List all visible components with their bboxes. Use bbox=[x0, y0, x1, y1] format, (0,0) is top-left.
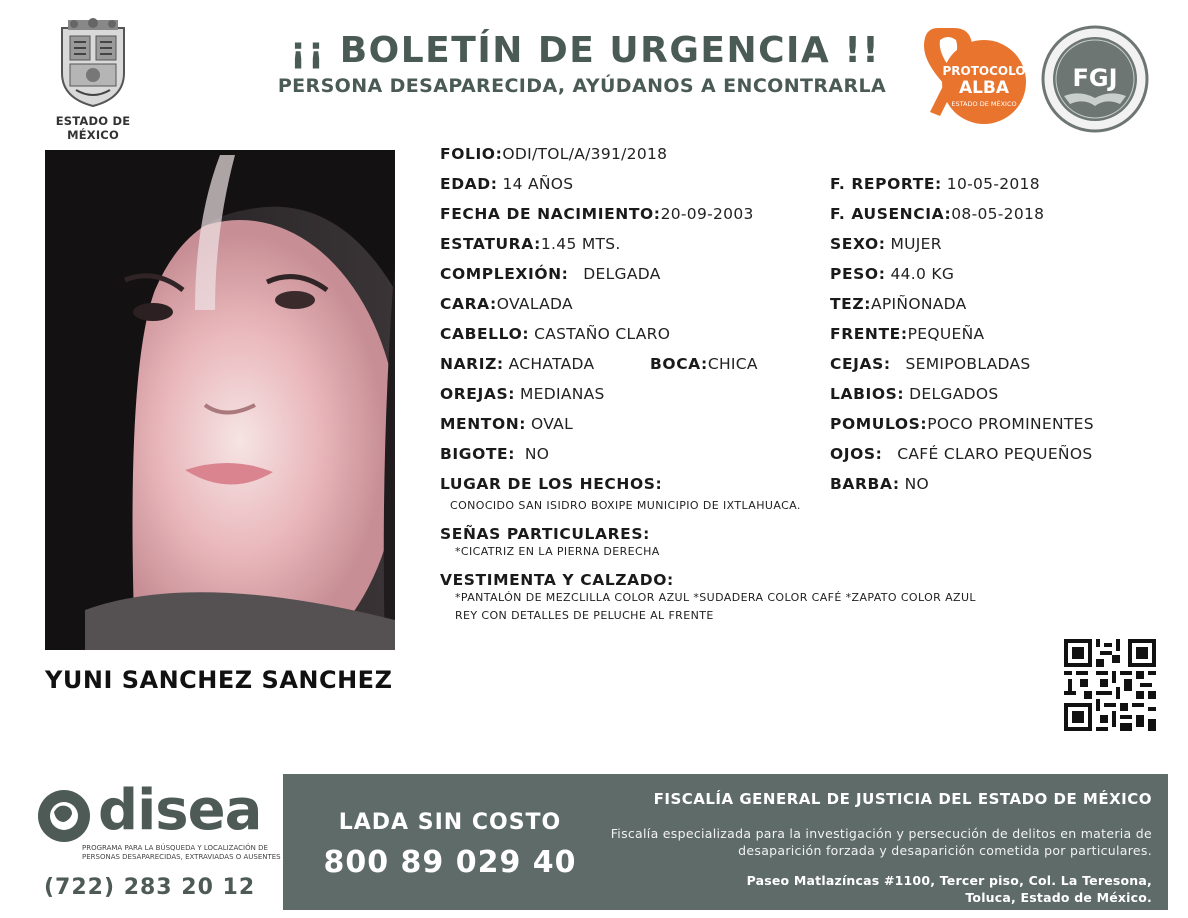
f-reporte-value: 10-05-2018 bbox=[946, 175, 1040, 193]
orejas-row bbox=[440, 385, 605, 403]
complexion-value: DELGADA bbox=[583, 265, 661, 283]
odisea-logo bbox=[36, 778, 281, 866]
senas-row bbox=[440, 525, 650, 543]
pomulos-value: POCO PROMINENTES bbox=[927, 415, 1094, 433]
lada-phone-number[interactable]: 800 89 029 40 bbox=[323, 845, 577, 880]
labios-value: DELGADOS bbox=[909, 385, 999, 403]
nacimiento-value: 20-09-2003 bbox=[660, 205, 754, 223]
bulletin-title: ¡¡ BOLETÍN DE URGENCIA !! bbox=[289, 30, 881, 71]
tez-row bbox=[830, 295, 966, 313]
ojos-row bbox=[830, 445, 1092, 463]
cara-row bbox=[440, 295, 573, 313]
estatura-value: 1.45 MTS. bbox=[540, 235, 621, 253]
boca-row bbox=[650, 355, 758, 373]
barba-value: NO bbox=[904, 475, 929, 493]
fgj-description: Fiscalía especializada para la investigación y persecución de delitos en materia de desaparición forzada y desaparición cometida por particulares. bbox=[610, 826, 1152, 858]
missing-person-name: YUNI SANCHEZ SANCHEZ bbox=[45, 666, 393, 694]
cejas-row bbox=[830, 355, 1031, 373]
vestimenta-line2: REY CON DETALLES DE PELUCHE AL FRENTE bbox=[455, 609, 714, 622]
nariz-label: NARIZ: bbox=[440, 355, 504, 373]
fgj-name: FISCALÍA GENERAL DE JUSTICIA DEL ESTADO DE MÉXICO bbox=[653, 790, 1152, 808]
barba-label: BARBA: bbox=[830, 475, 900, 493]
qr-code-icon bbox=[1064, 639, 1156, 731]
cejas-value: SEMIPOBLADAS bbox=[905, 355, 1031, 373]
alba-line2: ALBA bbox=[958, 78, 1010, 98]
fgj-logo bbox=[1040, 24, 1150, 134]
f-reporte-label: F. REPORTE: bbox=[830, 175, 942, 193]
senas-label: SEÑAS PARTICULARES: bbox=[440, 525, 650, 543]
bigote-label: BIGOTE: bbox=[440, 445, 516, 463]
lugar-value: CONOCIDO SAN ISIDRO BOXIPE MUNICIPIO DE IXTLAHUACA. bbox=[450, 499, 801, 512]
bulletin-subtitle: PERSONA DESAPARECIDA, AYÚDANOS A ENCONTRARLA bbox=[277, 75, 887, 97]
nacimiento-row bbox=[440, 205, 754, 223]
sexo-label: SEXO: bbox=[830, 235, 886, 253]
cabello-label: CABELLO: bbox=[440, 325, 530, 343]
menton-row bbox=[440, 415, 573, 433]
sexo-row bbox=[830, 235, 942, 253]
bigote-row bbox=[440, 445, 549, 463]
fgj-letters: FGJ bbox=[1072, 64, 1118, 92]
odisea-description: PROGRAMA PARA LA BÚSQUEDA Y LOCALIZACIÓN DE PERSONAS DESAPARECIDAS, EXTRAVIADAS O AUSENTES bbox=[82, 844, 281, 861]
peso-row bbox=[830, 265, 954, 283]
estatura-label: ESTATURA: bbox=[440, 235, 541, 253]
edad-label: EDAD: bbox=[440, 175, 498, 193]
labios-label: LABIOS: bbox=[830, 385, 905, 403]
boca-label: BOCA: bbox=[650, 355, 708, 373]
frente-label: FRENTE: bbox=[830, 325, 908, 343]
ojos-label: OJOS: bbox=[830, 445, 883, 463]
state-caption: ESTADO DE MÉXICO bbox=[55, 114, 131, 142]
senas-value: *CICATRIZ EN LA PIERNA DERECHA bbox=[455, 545, 660, 558]
f-ausencia-row bbox=[830, 205, 1044, 223]
lugar-label: LUGAR DE LOS HECHOS: bbox=[440, 475, 663, 493]
alba-line3: ESTADO DE MÉXICO bbox=[951, 100, 1017, 108]
sexo-value: MUJER bbox=[890, 235, 942, 253]
fgj-address-line2: Toluca, Estado de México. bbox=[965, 890, 1152, 905]
fgj-seal-icon bbox=[1040, 24, 1150, 134]
alba-line1: PROTOCOLO bbox=[942, 64, 1026, 78]
vestimenta-label: VESTIMENTA Y CALZADO: bbox=[440, 571, 674, 589]
edad-value: 14 AÑOS bbox=[502, 175, 574, 193]
lugar-row bbox=[440, 475, 662, 493]
nariz-row bbox=[440, 355, 594, 373]
nacimiento-label: FECHA DE NACIMIENTO: bbox=[440, 205, 661, 223]
nariz-value: ACHATADA bbox=[508, 355, 595, 373]
estado-de-mexico-logo bbox=[28, 18, 158, 142]
f-ausencia-label: F. AUSENCIA: bbox=[830, 205, 952, 223]
f-reporte-row bbox=[830, 175, 1040, 193]
protocolo-alba-logo bbox=[900, 22, 1030, 134]
peso-label: PESO: bbox=[830, 265, 886, 283]
cara-value: OVALADA bbox=[496, 295, 573, 313]
estatura-row bbox=[440, 235, 621, 253]
tez-label: TEZ: bbox=[830, 295, 871, 313]
complexion-label: COMPLEXIÓN: bbox=[440, 265, 569, 283]
vestimenta-row bbox=[440, 571, 674, 589]
tez-value: APIÑONADA bbox=[871, 295, 967, 313]
folio-row bbox=[440, 145, 667, 163]
odisea-phone[interactable]: (722) 283 20 12 bbox=[44, 875, 256, 900]
labios-row bbox=[830, 385, 999, 403]
lada-label: LADA SIN COSTO bbox=[338, 810, 562, 835]
odisea-wordmark: disea bbox=[98, 778, 262, 843]
cejas-label: CEJAS: bbox=[830, 355, 891, 373]
ojos-value: CAFÉ CLARO PEQUEÑOS bbox=[897, 445, 1093, 463]
folio-value: ODI/TOL/A/391/2018 bbox=[502, 145, 668, 163]
pomulos-row bbox=[830, 415, 1094, 433]
frente-row bbox=[830, 325, 984, 343]
orejas-value: MEDIANAS bbox=[519, 385, 605, 403]
fgj-address-line1: Paseo Matlazíncas #1100, Tercer piso, Col. La Teresona, bbox=[746, 873, 1152, 888]
menton-label: MENTON: bbox=[440, 415, 527, 433]
qr-code[interactable] bbox=[1064, 639, 1156, 731]
missing-person-photo bbox=[45, 150, 395, 650]
menton-value: OVAL bbox=[531, 415, 574, 433]
vestimenta-line1: *PANTALÓN DE MEZCLILLA COLOR AZUL *SUDADERA COLOR CAFÉ *ZAPATO COLOR AZUL bbox=[455, 591, 976, 604]
orejas-label: OREJAS: bbox=[440, 385, 516, 403]
coat-of-arms-icon bbox=[54, 18, 132, 108]
boca-value: CHICA bbox=[707, 355, 758, 373]
cabello-row bbox=[440, 325, 670, 343]
pomulos-label: POMULOS: bbox=[830, 415, 928, 433]
edad-row bbox=[440, 175, 573, 193]
cara-label: CARA: bbox=[440, 295, 497, 313]
bigote-value: NO bbox=[524, 445, 550, 463]
peso-value: 44.0 KG bbox=[890, 265, 955, 283]
folio-label: FOLIO: bbox=[440, 145, 503, 163]
complexion-row bbox=[440, 265, 661, 283]
cabello-value: CASTAÑO CLARO bbox=[534, 325, 671, 343]
barba-row bbox=[830, 475, 929, 493]
f-ausencia-value: 08-05-2018 bbox=[951, 205, 1045, 223]
frente-value: PEQUEÑA bbox=[907, 325, 985, 343]
